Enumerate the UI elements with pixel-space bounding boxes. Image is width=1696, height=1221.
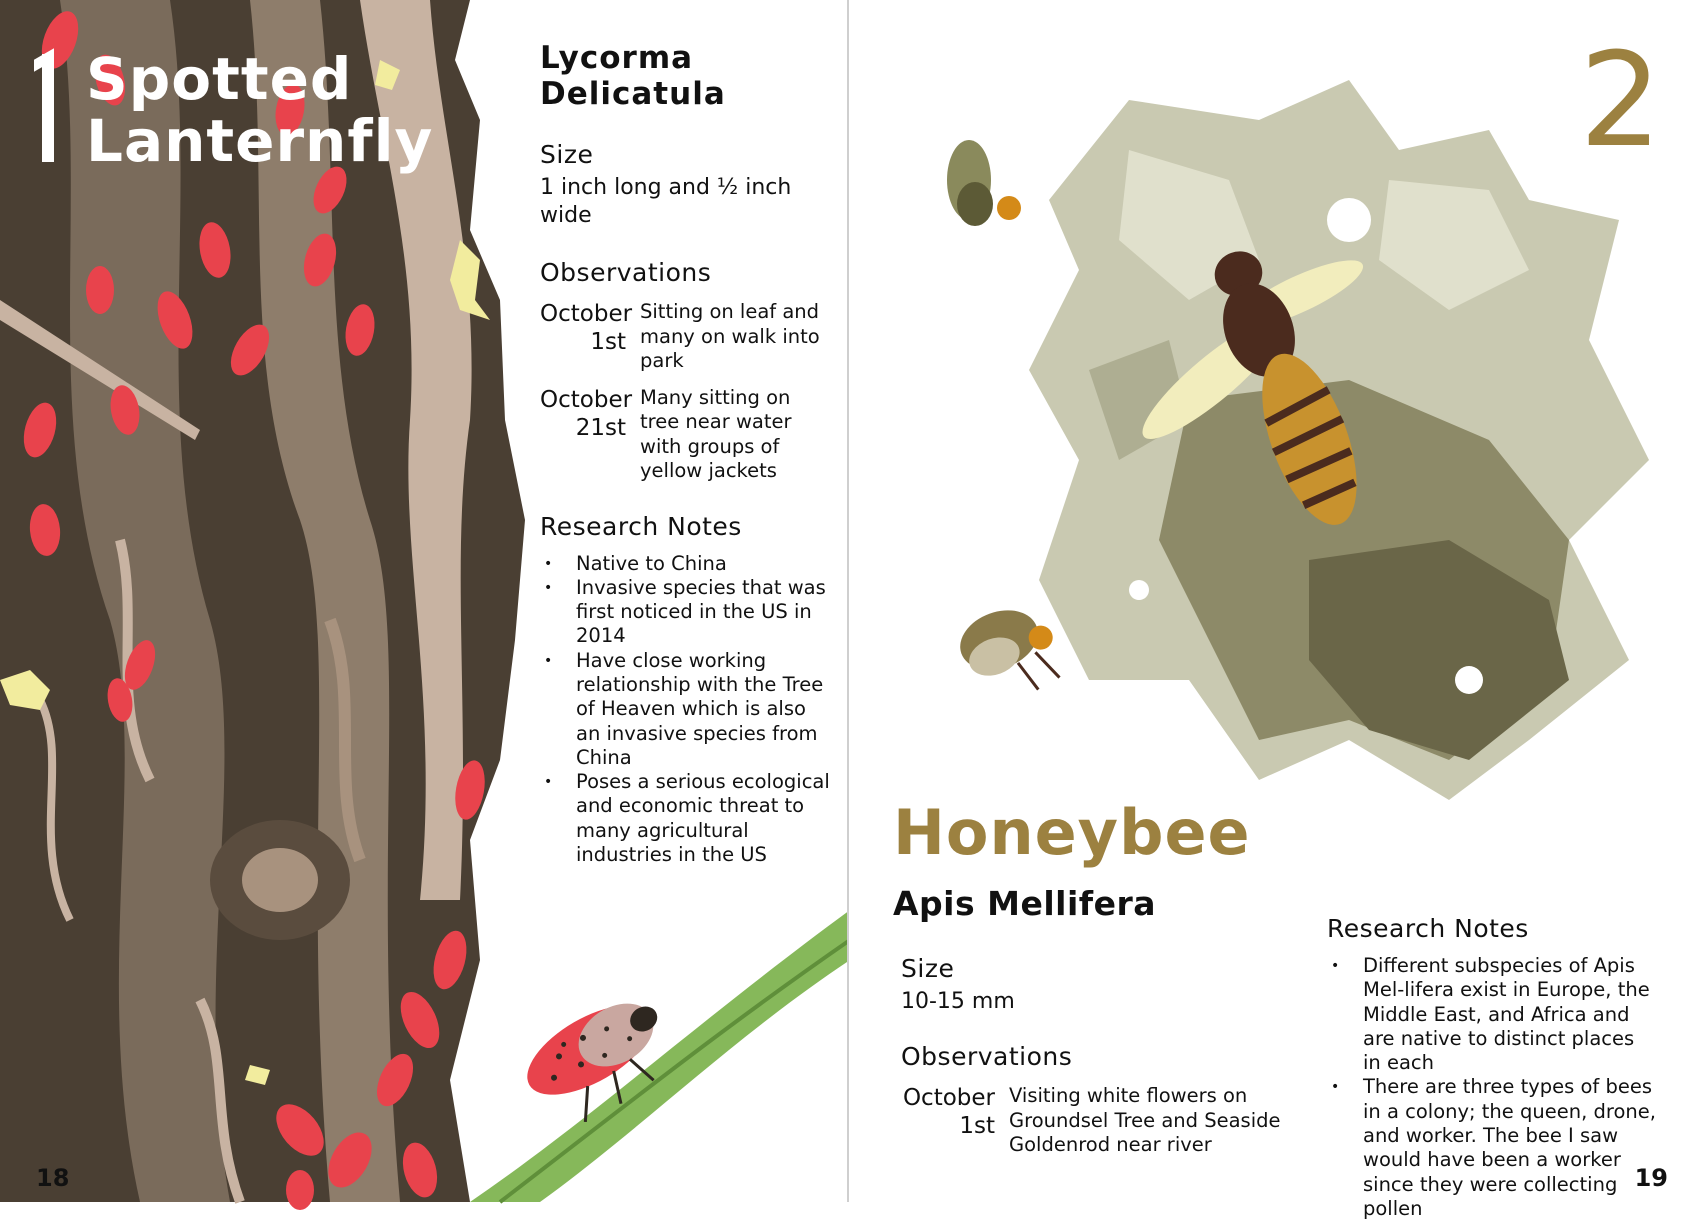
size-value: 10-15 mm [901,989,1015,1014]
observation-entry [901,1084,1291,1158]
page-number: 19 [1634,1164,1668,1192]
chapter-number-2: 2 [1579,24,1662,176]
research-notes-heading: Research Notes [1327,914,1529,943]
observation-text: Sitting on leaf and many on walk into park [640,300,820,372]
size-heading: Size [901,954,955,983]
research-notes-heading: Research Notes [540,511,742,541]
species-info [901,954,1291,1158]
observation-date: October 1st [540,301,633,355]
research-note: • Native to China [540,552,830,576]
research-note: • Have close working relationship with the Tree of Heaven which is also an invasive species from China [540,649,830,770]
observations-heading: Observations [901,1042,1073,1071]
observation-text: Visiting white flowers on Groundsel Tree and Seaside Goldenrod near river [1009,1084,1281,1156]
observation-date: October 21st [540,386,633,441]
research-notes [1327,914,1657,1221]
species-title: Honeybee [893,796,1251,869]
research-notes-list [540,552,830,868]
observation-text: Many sitting on tree near water with groups of yellow jackets [640,385,792,482]
title-line-1: Spotted [86,45,353,113]
observation-entry [540,300,830,374]
observations-heading: Observations [540,258,712,287]
leaf-with-lanternfly-illustration [470,900,850,1202]
observation-entry [540,386,830,484]
research-note: • There are three types of bees in a colony; the queen, drone, and worker. The bee I saw would have been a worker since they were collecting pollen [1327,1075,1657,1221]
size-value: 1 inch long and ½ inch wide [540,175,792,228]
size-heading: Size [540,140,594,169]
research-notes-list [1327,954,1657,1221]
page-number: 18 [36,1164,70,1192]
observation-date: October 1st [902,1085,995,1139]
research-note: • Different subspecies of Apis Mel-lifera exist in Europe, the Middle East, and Africa and are native to distinct places in each [1327,954,1657,1075]
research-note: • Invasive species that was first noticed in the US in 2014 [540,576,830,649]
honeybee-flower-illustration [929,40,1669,820]
species-info [540,40,830,867]
research-note: • Poses a serious ecological and economic threat to many agricultural industries in the US [540,770,830,867]
title-line-2: Lanternfly [86,107,434,175]
chapter-number-1 [34,44,54,164]
scientific-name-line-1: Lycorma [540,40,694,76]
scientific-name [540,40,830,112]
scientific-name: Apis Mellifera [893,884,1157,923]
scientific-name-line-2: Delicatula [540,76,726,112]
right-page [849,0,1696,1220]
species-title [86,45,434,175]
left-page [0,0,848,1202]
